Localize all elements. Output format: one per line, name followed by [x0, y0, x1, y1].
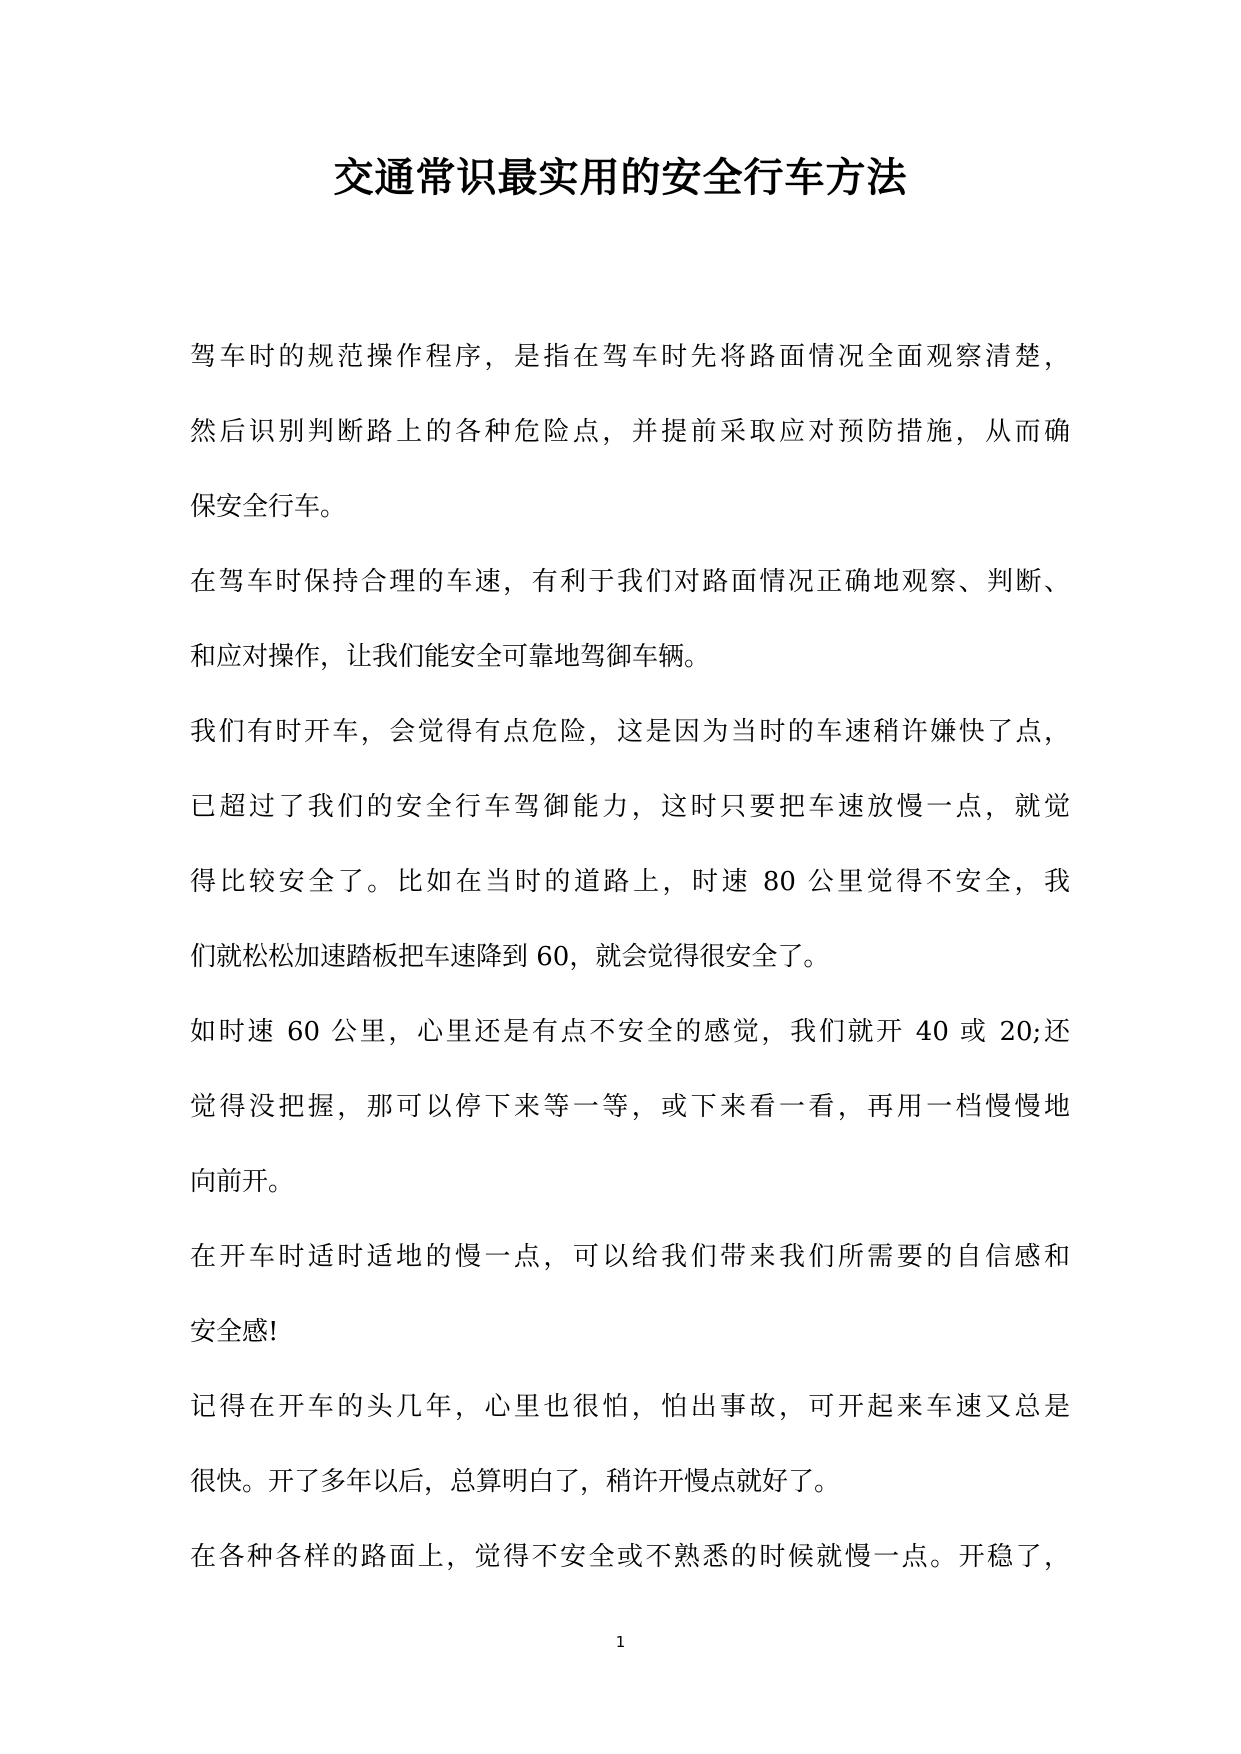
- body-line: 已超过了我们的安全行车驾御能力，这时只要把车速放慢一点，就觉: [190, 792, 1070, 822]
- body-line: 我们有时开车，会觉得有点危险，这是因为当时的车速稍许嫌快了点，: [190, 717, 1070, 747]
- body-line: 然后识别判断路上的各种危险点，并提前采取应对预防措施，从而确: [190, 417, 1070, 447]
- document-title: 交通常识最实用的安全行车方法: [333, 155, 908, 201]
- body-line: 们就松松加速踏板把车速降到 60，就会觉得很安全了。: [190, 942, 830, 972]
- body-line: 很快。开了多年以后，总算明白了，稍许开慢点就好了。: [190, 1467, 841, 1497]
- body-line: 在各种各样的路面上，觉得不安全或不熟悉的时候就慢一点。开稳了，: [190, 1542, 1070, 1572]
- body-line: 记得在开车的头几年，心里也很怕，怕出事故，可开起来车速又总是: [190, 1392, 1070, 1422]
- body-line: 在开车时适时适地的慢一点，可以给我们带来我们所需要的自信感和: [190, 1242, 1070, 1272]
- body-line: 安全感!: [190, 1317, 279, 1347]
- body-line: 和应对操作，让我们能安全可靠地驾御车辆。: [190, 642, 711, 672]
- body-line: 如时速 60 公里，心里还是有点不安全的感觉，我们就开 40 或 20;还: [190, 1017, 1070, 1047]
- body-line: 向前开。: [190, 1167, 295, 1197]
- body-line: 觉得没把握，那可以停下来等一等，或下来看一看，再用一档慢慢地: [190, 1092, 1070, 1122]
- body-line: 驾车时的规范操作程序，是指在驾车时先将路面情况全面观察清楚，: [190, 342, 1070, 372]
- page-number: 1: [615, 1633, 626, 1651]
- body-line: 得比较安全了。比如在当时的道路上，时速 80 公里觉得不安全，我: [190, 867, 1070, 897]
- body-line: 在驾车时保持合理的车速，有利于我们对路面情况正确地观察、判断、: [190, 567, 1070, 597]
- body-line: 保安全行车。: [190, 492, 347, 522]
